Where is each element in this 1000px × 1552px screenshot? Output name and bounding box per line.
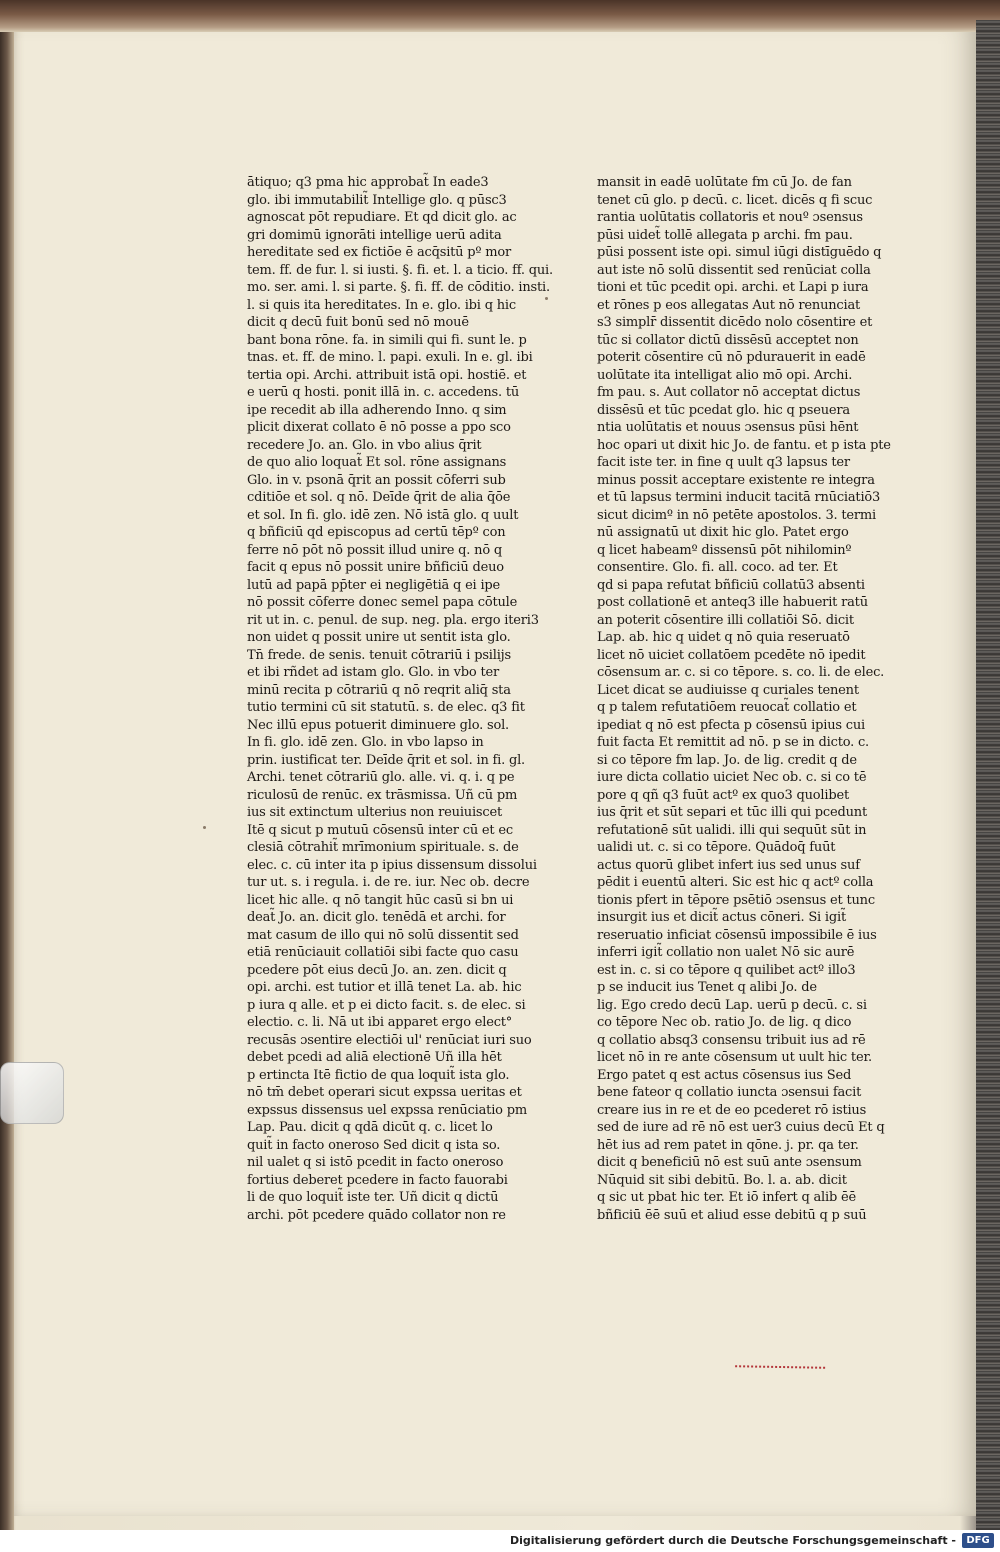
text-line: Archi. tenet cōtrariū glo. alle. vi. q. i. q pe	[247, 770, 515, 785]
text-line: tertia opi. Archi. attribuit istā opi. hostiē. et	[247, 367, 527, 383]
text-line: de quo alio loquat̃ Et sol. rōne assignans	[247, 455, 507, 470]
text-line: q bñficiū qd episcopus ad certū tēpº con	[247, 525, 506, 540]
text-line: nil ualet q si istō pcedit in facto oneroso	[247, 1155, 504, 1170]
text-line: co tēpore Nec ob. ratio Jo. de lig. q dico	[597, 1015, 852, 1030]
text-line: ipe recedit ab illa adherendo Inno. q sim	[247, 402, 507, 418]
text-line: cōsensum ar. c. si co tēpore. s. co. li. de elec.	[597, 665, 885, 680]
text-line: rantia uolūtatis collatoris et nouº ɔsensus	[597, 210, 863, 225]
text-line: dicit q decū fuit bonū sed nō mouē	[247, 315, 469, 330]
text-line: glo. ibi immutabilit̃ Intellige glo. q pūsc3	[247, 192, 507, 208]
text-line: cditiōe et sol. q nō. Deīde q̄rit de alia q̄ōe	[247, 490, 511, 505]
text-line: pūsi possent iste opi. simul iūgi distīguēdo q	[597, 245, 882, 260]
text-line: Licet dicat se audiuisse q curiales tenent	[597, 682, 859, 698]
text-line: elec. c. cū inter ita p ipius dissensum dissolui	[247, 857, 537, 873]
text-line: p se inducit ius Tenet q alibi Jo. de	[597, 980, 817, 995]
dfg-logo-icon: DFG	[962, 1533, 994, 1548]
text-line: facit iste ter. in fine q uult q3 lapsus ter	[597, 455, 850, 470]
text-line: minus possit acceptare existente re integra	[597, 472, 875, 488]
text-line: ātiquo; q3 pma hic approbat̃ In eade3	[247, 175, 489, 190]
text-line: inferri igit̃ collatio non ualet Nō sic aurē	[597, 945, 855, 960]
text-line: actus quorū glibet infert ius sed unus suf	[597, 857, 860, 873]
text-line: creare ius in re et de eo pcederet rō istius	[597, 1102, 867, 1118]
page-edges-right	[976, 20, 1000, 1530]
text-line: ferre nō pōt nō possit illud unire q. nō q	[247, 542, 503, 558]
text-line: mat casum de illo qui nō solū dissentit sed	[247, 927, 519, 943]
text-line: sed de iure ad rē nō est uer3 cuius decū Et q	[597, 1120, 885, 1135]
text-line: an poterit cōsentire illi collatiōi Sō. dicit	[597, 612, 854, 628]
text-line: plicit dixerat collato ē nō posse a ppo sco	[247, 420, 511, 435]
text-line: pēdit i euentū alteri. Sic est hic q actº colla	[597, 875, 874, 890]
text-line: non uidet q possit unire ut sentit ista glo.	[247, 630, 511, 645]
text-line: sicut dicimº in nō petēte apostolos. 3. termi	[597, 507, 876, 523]
text-line: minū recita p cōtrariū q nō reqrit aliq̄ sta	[247, 682, 511, 698]
text-line: electio. c. li. Nā ut ibi apparet ergo elect°	[247, 1015, 513, 1030]
text-line: tenet cū glo. p decū. c. licet. dicēs q fi scuc	[597, 192, 873, 208]
text-line: Ergo patet q est actus cōsensus ius Sed	[597, 1067, 852, 1083]
text-line: Nec illū epus potuerit diminuere glo. sol.	[247, 717, 509, 733]
text-line: Itē q sicut p mutuū cōsensū inter cū et ec	[247, 822, 513, 838]
text-column-right	[597, 174, 891, 1224]
text-line: si co tēpore fm lap. Jo. de lig. credit q de	[597, 752, 857, 768]
text-line: et rōnes p eos allegatas Aut nō renunciat	[597, 297, 861, 313]
text-line: hēt ius ad rem patet in qōne. j. pr. qa ter.	[597, 1137, 859, 1153]
text-line: debet pcedi ad aliā electionē Uñ illa hēt	[247, 1050, 502, 1065]
text-line: et ibi rñdet ad istam glo. Glo. in vbo ter	[247, 665, 500, 680]
text-line: uolūtate ita intelligat alio mō opi. Archi.	[597, 367, 853, 383]
paper-speck	[203, 826, 206, 829]
text-line: reseruatio inficiat cōsensū impossibile ē ius	[597, 927, 877, 943]
text-line: Nūquid sit sibi debitū. Bo. l. a. ab. dicit	[597, 1172, 847, 1188]
text-line: recusās ɔsentire electiōi ul' renūciat iuri suo	[247, 1032, 532, 1048]
text-line: post collationē et anteq3 ille habuerit ratū	[597, 595, 868, 610]
text-line: recedere Jo. an. Glo. in vbo alius q̄rit	[247, 437, 482, 453]
text-line: p iura q alle. et p ei dicto facit. s. de elec. si	[247, 997, 526, 1013]
text-line: prin. iustificat ter. Deīde q̄rit et sol. in fi. gl.	[247, 752, 525, 768]
text-line: e uerū q hosti. ponit illā in. c. accedens. tū	[247, 385, 520, 400]
text-line: ius sit extinctum ulterius non reuiuiscet	[247, 805, 502, 820]
text-line: li de quo loquit̃ iste ter. Uñ dicit q dictū	[247, 1190, 499, 1205]
text-line: qd si papa refutat bñficiū collatū3 absenti	[597, 577, 865, 593]
text-line: ipediat q nō est pfecta p cōsensū ipius cui	[597, 717, 865, 733]
text-line: tionis pfert in tēpore psētiō ɔsensus et tunc	[597, 892, 875, 908]
plastic-clip	[0, 1062, 64, 1124]
text-line: p ertincta Itē fictio de qua loquit̃ ista glo.	[247, 1067, 510, 1083]
text-line: pūsi uidet̃ tollē allegata p archi. fm pau.	[597, 227, 853, 243]
text-line: lig. Ego credo decū Lap. uerū p decū. c. si	[597, 997, 867, 1013]
text-line: tūc si collator dictū dissēsū acceptet non	[597, 332, 859, 348]
text-line: Glo. in v. psonā q̄rit an possit cōferri sub	[247, 472, 506, 488]
text-line: bant bona rōne. fa. in simili qui fi. sunt le. p	[247, 332, 527, 348]
text-line: hereditate sed ex fictiōe ē acq̄sitū pº mor	[247, 245, 512, 260]
text-line: gri domimū ignorāti intellige uerū adita	[247, 227, 502, 243]
text-line: insurgit ius et dicit̃ actus cōneri. Si igit̃	[597, 910, 846, 925]
text-line: aut iste nō solū dissentit sed renūciat colla	[597, 262, 871, 278]
text-line: licet nō uiciet collatōem pcedēte nō ipedit	[597, 647, 866, 663]
red-ink-mark	[735, 1365, 825, 1383]
text-line: fortius deberet pcedere in facto fauorabi	[247, 1172, 508, 1188]
text-line: mo. ser. ami. l. si parte. §. fi. ff. de cōditio. insti.	[247, 280, 550, 295]
text-line: nō possit cōferre donec semel papa cōtule	[247, 595, 518, 610]
text-line: opi. archi. est tutior et illā tenet La. ab. hic	[247, 980, 522, 995]
text-line: nō tm̄ debet operari sicut expssa ueritas et	[247, 1085, 522, 1100]
text-line: expssus dissensus uel expssa renūciatio pm	[247, 1102, 527, 1118]
funding-credit: Digitalisierung gefördert durch die Deutsche Forschungsgemeinschaft -	[509, 1534, 956, 1547]
text-line: Lap. ab. hic q uidet q nō quia reseruatō	[597, 630, 850, 645]
text-line: quit̃ in facto oneroso Sed dicit q ista so.	[247, 1137, 501, 1153]
book-cover-top	[0, 0, 1000, 32]
text-line: l. si quis ita hereditates. In e. glo. ibi q hic	[247, 297, 516, 313]
text-line: poterit cōsentire cū nō pdurauerit in eadē	[597, 350, 866, 365]
paper-speck	[545, 297, 548, 300]
text-line: et sol. In fi. glo. idē zen. Nō istā glo. q uult	[247, 507, 519, 523]
text-line: q p talem refutatiōem reuocat̃ collatio et	[597, 700, 857, 715]
text-line: ualidi ut. c. si co tēpore. Quādoq̄ fuūt	[597, 840, 836, 855]
text-line: fuit facta Et remittit ad nō. p se in dicto. c.	[597, 735, 869, 750]
book-binding-left	[0, 0, 14, 1530]
text-line: tnas. et. ff. de mino. l. papi. exuli. In e. gl. ibi	[247, 350, 533, 365]
text-line: deat̃ Jo. an. dicit glo. tenēdā et archi. for	[247, 910, 506, 925]
text-line: licet hic alle. q nō tangit hūc casū si bn ui	[247, 892, 514, 908]
text-line: Lap. Pau. dicit q qdā dicūt q. c. licet lo	[247, 1120, 493, 1135]
text-line: etiā renūciauit collatiōi sibi facte quo casu	[247, 945, 519, 960]
text-line: ius q̄rit et sūt separi et tūc illi qui pcedunt	[597, 805, 867, 820]
text-line: fm pau. s. Aut collator nō acceptat dictus	[597, 385, 861, 400]
text-line: nū assignatū ut dixit hic glo. Patet ergo	[597, 525, 849, 540]
text-line: bñficiū ēē suū et aliud esse debitū q p suū	[597, 1207, 867, 1223]
text-line: rit ut in. c. penul. de sup. neg. pla. ergo iteri3	[247, 612, 539, 628]
text-line: s3 simplr̄ dissentit dicēdo nolo cōsentire et	[597, 315, 873, 330]
text-line: q sic ut pbat hic ter. Et iō infert q alib ēē	[597, 1190, 857, 1205]
text-line: Tn̄ frede. de senis. tenuit cōtrariū i psilijs	[247, 647, 511, 663]
text-line: mansit in eadē uolūtate fm cū Jo. de fan	[597, 175, 852, 190]
text-line: et tū lapsus termini inducit tacitā rnūciatiō3	[597, 490, 881, 505]
text-line: ntia uolūtatis et nouus ɔsensus pūsi hēnt	[597, 420, 859, 435]
text-line: q collatio absq3 consensu tribuit ius ad rē	[597, 1032, 866, 1048]
text-line: tur ut. s. i regula. i. de re. iur. Nec ob. decre	[247, 875, 530, 890]
text-line: est in. c. si co tēpore q quilibet actº illo3	[597, 962, 856, 978]
text-line: refutationē sūt ualidi. illi qui sequūt sūt in	[597, 822, 867, 838]
text-line: hoc opari ut dixit hic Jo. de fantu. et p ista pte	[597, 437, 891, 453]
text-line: bene fateor q collatio iuncta ɔsensui facit	[597, 1085, 862, 1100]
footer-bar	[0, 1530, 1000, 1552]
text-line: pcedere pōt eius decū Jo. an. zen. dicit q	[247, 962, 507, 978]
text-line: archi. pōt pcedere quādo collator non re	[247, 1207, 506, 1223]
text-line: licet nō in re ante cōsensum ut uult hic ter.	[597, 1050, 872, 1065]
text-line: riculosū de renūc. ex trāsmissa. Uñ cū pm	[247, 787, 518, 803]
text-line: tioni et tūc pcedit opi. archi. et Lapi p iura	[597, 280, 869, 295]
text-line: iure dicta collatio uiciet Nec ob. c. si co tē	[597, 770, 867, 785]
text-line: tem. ff. de fur. l. si iusti. §. fi. et. l. a ticio. ff. qui.	[247, 262, 553, 278]
text-line: tutio termini cū sit statutū. s. de elec. q3 fit	[247, 700, 525, 715]
text-line: pore q qñ q3 fuūt actº ex quo3 quolibet	[597, 787, 849, 803]
text-line: dicit q beneficiū nō est suū ante ɔsensum	[597, 1155, 862, 1170]
text-line: lutū ad papā pp̄ter ei negligētiā q ei ipe	[247, 577, 501, 593]
text-line: In fi. glo. idē zen. Glo. in vbo lapso in	[247, 735, 484, 750]
text-line: agnoscat pōt repudiare. Et qd dicit glo. ac	[247, 210, 517, 225]
text-line: q licet habeamº dissensū pōt nihilominº	[597, 542, 852, 558]
text-line: clesiā cōtrahit̃ mrīmonium spirituale. s. de	[247, 840, 519, 855]
text-line: consentire. Glo. fi. all. coco. ad ter. Et	[597, 560, 838, 575]
text-line: facit q epus nō possit unire bñficiū deuo	[247, 560, 504, 575]
text-line: dissēsū et tūc pcedat glo. hic q pseuera	[597, 402, 850, 418]
text-column-left	[247, 174, 553, 1224]
